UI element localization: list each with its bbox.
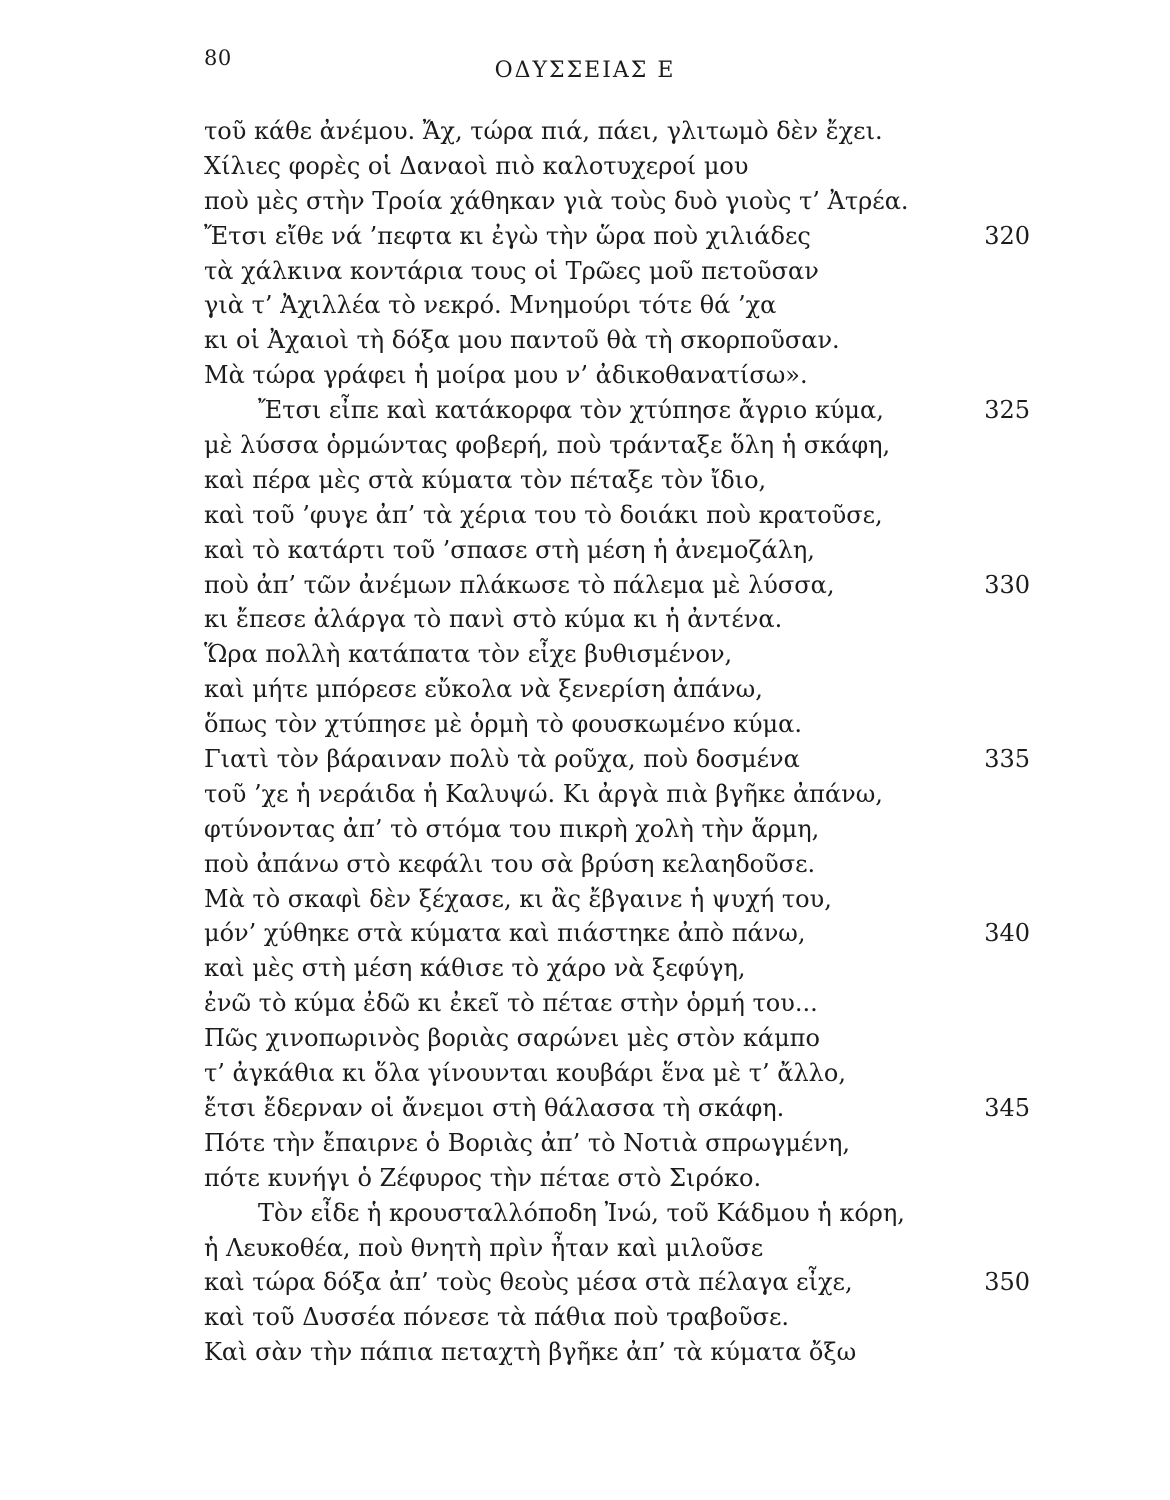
verse-text: ἔτσι ἔδερναν οἱ ἄνεμοι στὴ θάλασσα τὴ σκάφη. [204,1093,785,1122]
verse-line [0,288,1170,323]
line-number: 335 [984,745,1030,774]
verse-text: Μὰ τώρα γράφει ἡ μοίρα μου ν’ ἀδικοθανατίσω». [204,361,808,390]
verse-text: γιὰ τ’ Ἀχιλλέα τὸ νεκρό. Μνημούρι τότε θά ’χα [204,291,777,320]
verse-text: Μὰ τὸ σκαφὶ δὲν ξέχασε, κι ἂς ἔβγαινε ἡ ψυχή του, [204,884,832,913]
line-number: 340 [984,919,1030,948]
verse-text: καὶ τοῦ Δυσσέα πόνεσε τὰ πάθια ποὺ τραβοῦσε. [204,1303,790,1332]
verse-text: Πότε τὴν ἔπαιρνε ὁ Βοριὰς ἀπ’ τὸ Νοτιὰ σπρωγμένη, [204,1128,850,1157]
verse-line [0,323,1170,358]
verse-line [0,114,1170,149]
verse-line [0,1231,1170,1266]
verse-text: Ἔτσι εἶπε καὶ κατάκορφα τὸν χτύπησε ἄγριο κύμα, [258,396,884,425]
verse-text: τὰ χάλκινα κοντάρια τους οἱ Τρῶες μοῦ πετοῦσαν [204,256,819,285]
page-number: 80 [204,46,232,70]
verse-text: καὶ πέρα μὲς στὰ κύματα τὸν πέταξε τὸν ἴδιο, [204,465,767,494]
verse-text: φτύνοντας ἀπ’ τὸ στόμα του πικρὴ χολὴ τὴν ἅρμη, [204,814,820,843]
verse-text: τ’ ἀγκάθια κι ὅλα γίνουνται κουβάρι ἕνα μὲ τ’ ἄλλο, [204,1059,846,1088]
verse-text: μὲ λύσσα ὁρμώντας φοβερή, ποὺ τράνταξε ὅλη ἡ σκάφη, [204,431,891,460]
verse-text: καὶ τοῦ ’φυγε ἀπ’ τὰ χέρια του τὸ δοιάκι ποὺ κρατοῦσε, [204,500,883,529]
verse-text: ποὺ μὲς στὴν Τροία χάθηκαν γιὰ τοὺς δυὸ γιοὺς τ’ Ἀτρέα. [204,186,909,215]
verse-text: ποὺ ἀπάνω στὸ κεφάλι του σὰ βρύση κελαηδοῦσε. [204,849,816,878]
verse-line [0,777,1170,812]
verse-line [0,916,1170,951]
verse-line [0,986,1170,1021]
verse-text: καὶ τὸ κατάρτι τοῦ ’σπασε στὴ μέση ἡ ἀνεμοζάλη, [204,535,815,564]
verse-line [0,602,1170,637]
verse-line [0,1161,1170,1196]
verse-text: τοῦ ’χε ἡ νεράιδα ἡ Καλυψώ. Κι ἀργὰ πιὰ βγῆκε ἀπάνω, [204,779,883,808]
verse-line [0,428,1170,463]
verse-line [0,847,1170,882]
verse-line [0,393,1170,428]
verse-line [0,812,1170,847]
verse-text: καὶ μήτε μπόρεσε εὔκολα νὰ ξενερίση ἀπάνω, [204,675,763,704]
verse-line [0,1056,1170,1091]
verse-line [0,1091,1170,1126]
verse-line [0,149,1170,184]
verse-line [0,498,1170,533]
verse-line [0,358,1170,393]
verse-line [0,533,1170,568]
verse-line [0,1126,1170,1161]
verse-text: Ὥρα πολλὴ κατάπατα τὸν εἶχε βυθισμένον, [204,640,733,669]
verse-line [0,1196,1170,1231]
verse-block [0,114,1170,1370]
verse-line [0,1335,1170,1370]
verse-line [0,951,1170,986]
verse-text: Τὸν εἶδε ἡ κρουσταλλόποδη Ἰνώ, τοῦ Κάδμου ἡ κόρη, [258,1198,905,1227]
verse-line [0,219,1170,254]
line-number: 325 [984,396,1030,425]
running-head: ΟΔΥΣΣΕΙΑΣ Ε [494,58,676,83]
line-number: 330 [984,570,1030,599]
line-number: 345 [984,1093,1030,1122]
verse-line [0,742,1170,777]
verse-line [0,672,1170,707]
verse-line [0,1265,1170,1300]
verse-text: Καὶ σὰν τὴν πάπια πεταχτὴ βγῆκε ἀπ’ τὰ κύματα ὄξω [204,1338,857,1367]
verse-line [0,1021,1170,1056]
verse-text: Γιατὶ τὸν βάραιναν πολὺ τὰ ροῦχα, ποὺ δοσμένα [204,745,800,774]
verse-line [0,707,1170,742]
verse-line [0,637,1170,672]
verse-line [0,184,1170,219]
verse-text: ὅπως τὸν χτύπησε μὲ ὁρμὴ τὸ φουσκωμένο κύμα. [204,710,802,739]
line-number: 320 [984,221,1030,250]
verse-text: ἡ Λευκοθέα, ποὺ θνητὴ πρὶν ἦταν καὶ μιλοῦσε [204,1233,764,1262]
verse-text: ποὺ ἀπ’ τῶν ἀνέμων πλάκωσε τὸ πάλεμα μὲ λύσσα, [204,570,835,599]
verse-text: καὶ τώρα δόξα ἀπ’ τοὺς θεοὺς μέσα στὰ πέλαγα εἶχε, [204,1268,853,1297]
verse-text: κι ἔπεσε ἀλάργα τὸ πανὶ στὸ κύμα κι ἡ ἀντένα. [204,605,783,634]
verse-text: μόν’ χύθηκε στὰ κύματα καὶ πιάστηκε ἀπὸ πάνω, [204,919,806,948]
verse-line [0,882,1170,917]
verse-line [0,254,1170,289]
verse-text: τοῦ κάθε ἀνέμου. Ἄχ, τώρα πιά, πάει, γλιτωμὸ δὲν ἔχει. [204,117,883,145]
verse-text: καὶ μὲς στὴ μέση κάθισε τὸ χάρο νὰ ξεφύγη, [204,954,746,983]
verse-line [0,463,1170,498]
verse-line [0,568,1170,603]
verse-text: πότε κυνήγι ὁ Ζέφυρος τὴν πέταε στὸ Σιρόκο. [204,1163,762,1192]
verse-text: Πῶς χινοπωρινὸς βοριὰς σαρώνει μὲς στὸν κάμπο [204,1024,820,1053]
verse-line [0,1300,1170,1335]
line-number: 350 [984,1268,1030,1297]
verse-text: ἐνῶ τὸ κύμα ἐδῶ κι ἐκεῖ τὸ πέταε στὴν ὁρμή του... [204,989,818,1018]
verse-text: Χίλιες φορὲς οἱ Δαναοὶ πιὸ καλοτυχεροί μου [204,151,749,180]
verse-text: Ἔτσι εἴθε νά ’πεφτα κι ἐγὼ τὴν ὥρα ποὺ χιλιάδες [204,221,811,250]
verse-text: κι οἱ Ἀχαιοὶ τὴ δόξα μου παντοῦ θὰ τὴ σκορποῦσαν. [204,326,840,355]
